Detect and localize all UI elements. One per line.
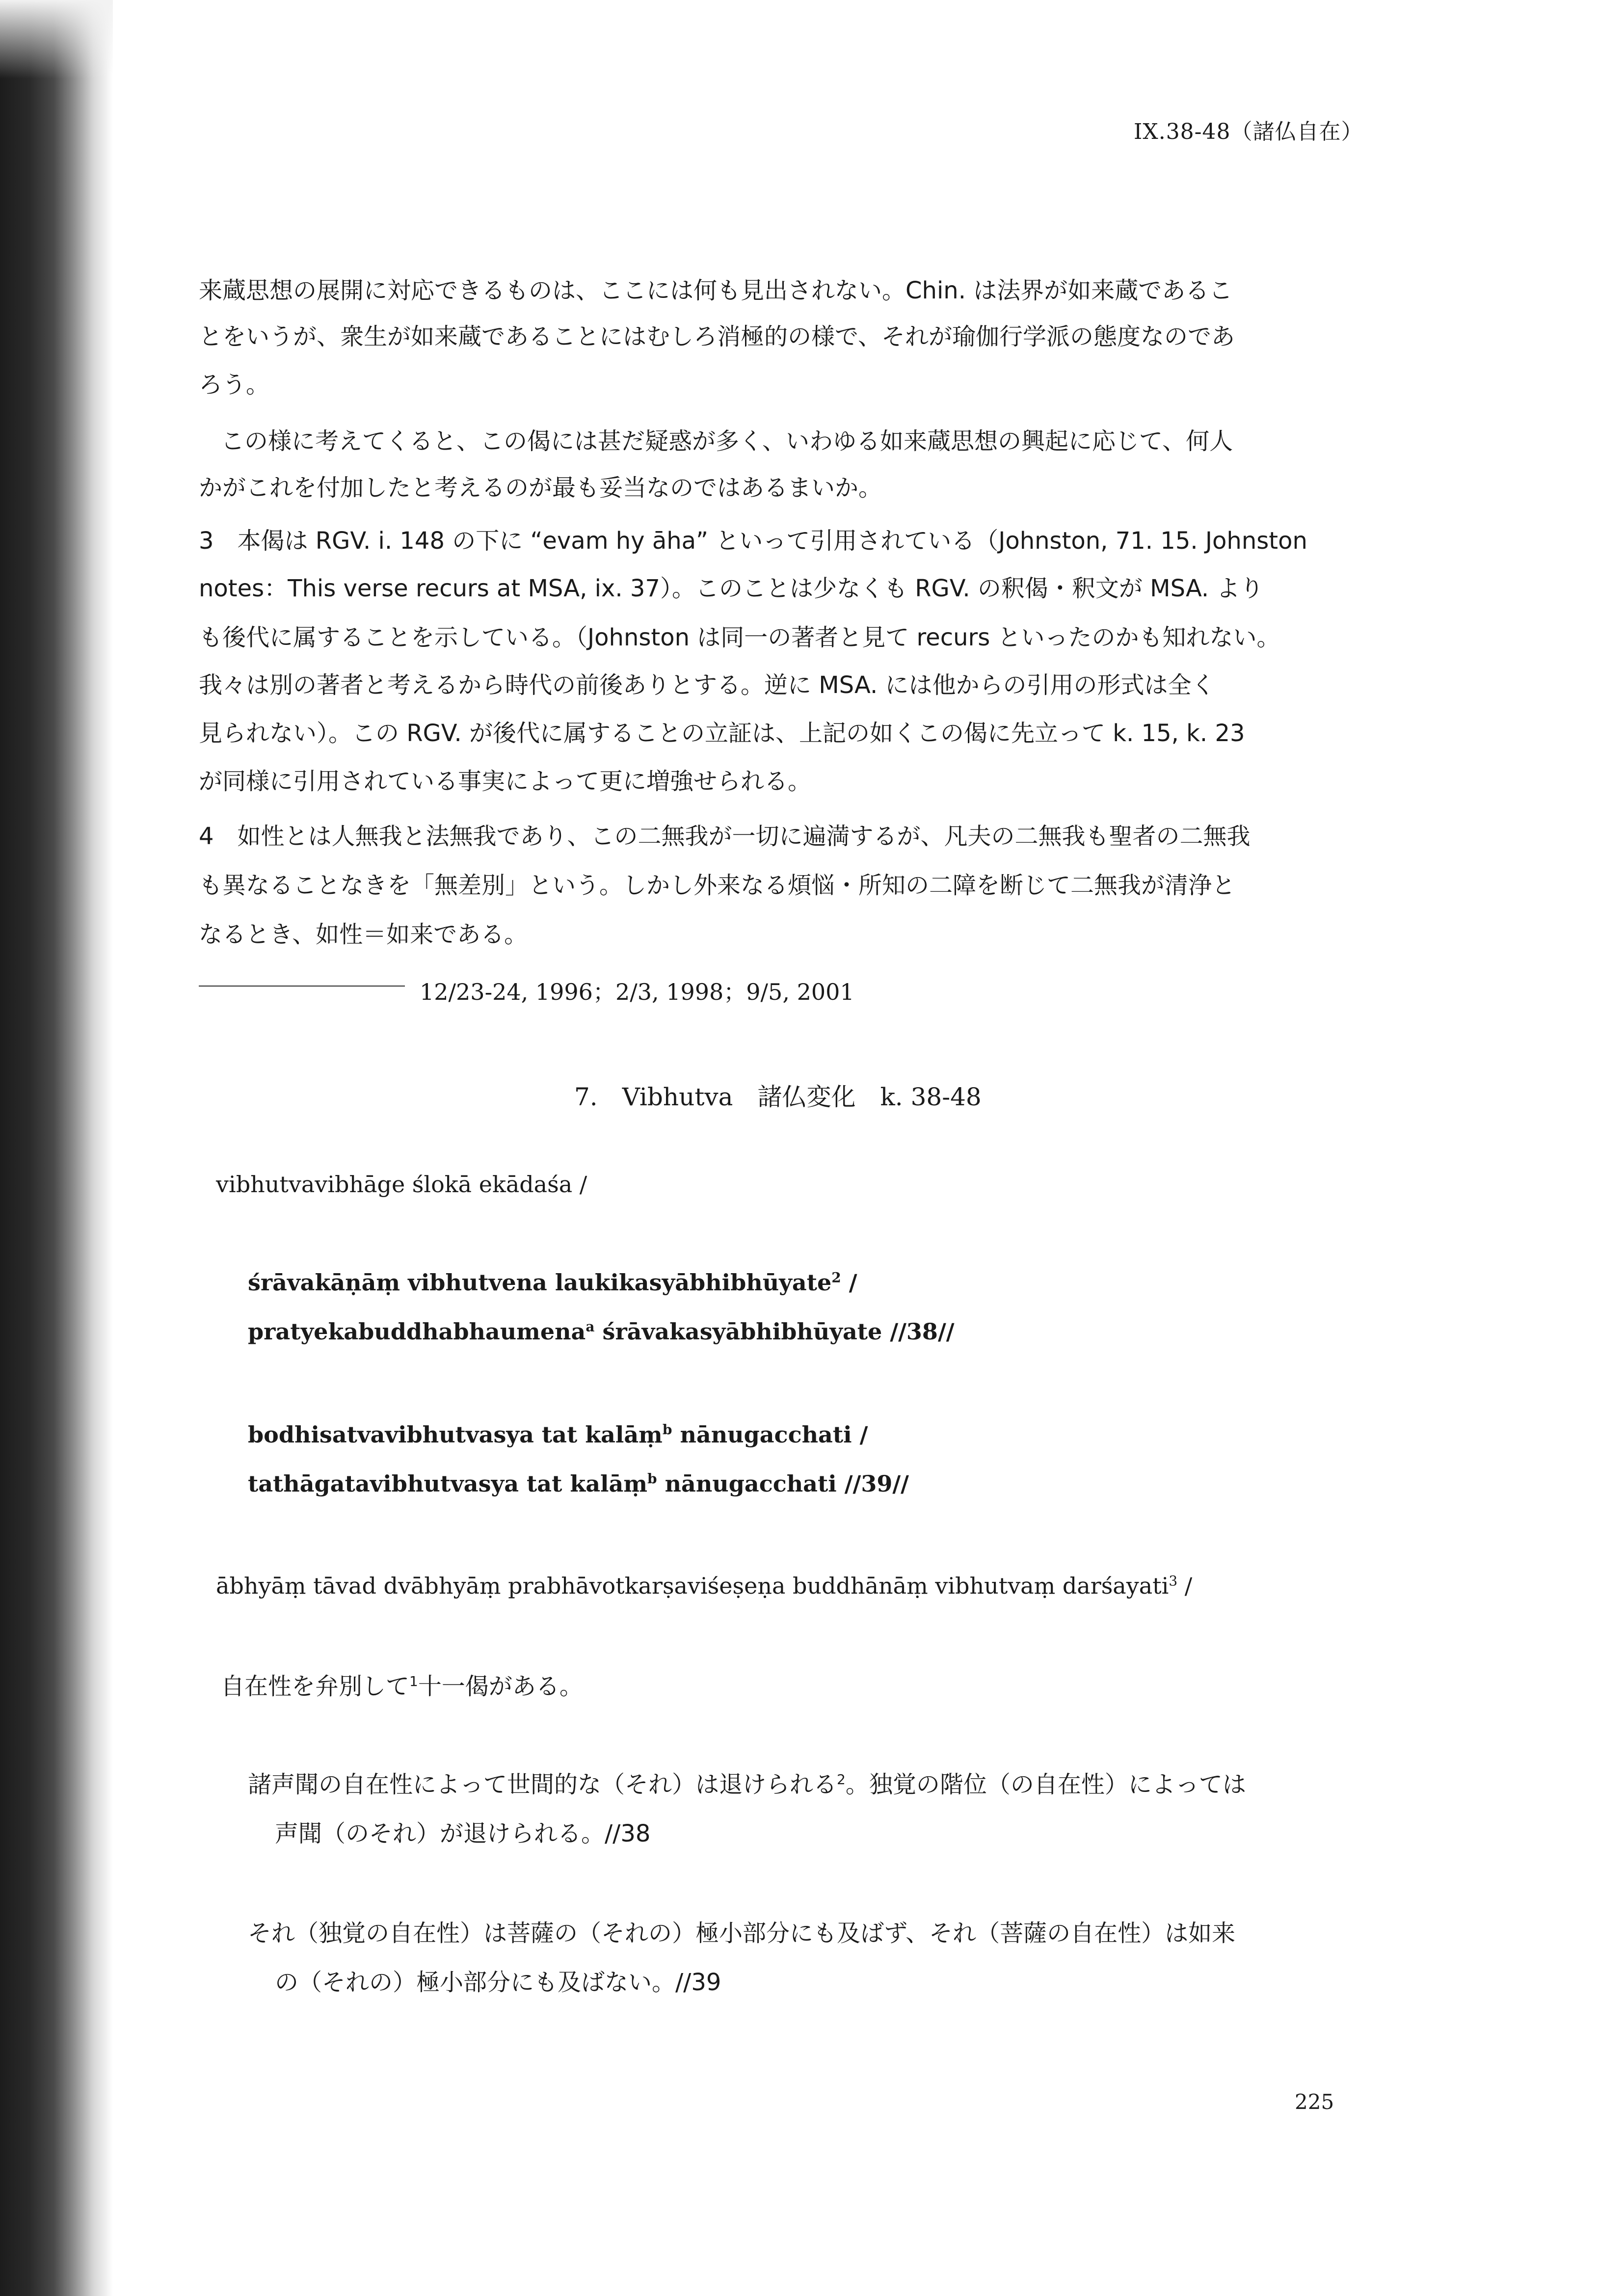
- scan-binding-shadow: [0, 0, 113, 2296]
- note4-line3: なるとき、如性＝如来である。: [199, 921, 528, 948]
- sanskrit-intro: vibhutvavibhāge ślokā ekādaśa /: [216, 1171, 587, 1198]
- translation-39-line2: の（それの）極小部分にも及ばない。//39: [275, 1969, 721, 1996]
- translation-intro-rest: 十一偈がある。: [418, 1673, 583, 1700]
- verse-38a-text: śrāvakāṇāṃ vibhutvena laukikasyābhibhūyate: [248, 1269, 832, 1296]
- note3-line4: 我々は別の著者と考えるから時代の前後ありとする。逆に MSA. には他からの引用の形式は全く: [199, 671, 1215, 699]
- verse-39-line2: [248, 1472, 909, 1495]
- footnote-ref: b: [662, 1421, 672, 1438]
- scan-top-fade: [0, 0, 113, 79]
- note3-line5: 見られない）。この RGV. が後代に属することの立証は、上記の如くこの偈に先立って k. 15, k. 23: [199, 720, 1245, 747]
- note4-line2: も異なることなきを「無差別」という。しかし外来なる煩悩・所知の二障を断じて二無我が清浄と: [199, 872, 1236, 899]
- verse-39-line1: [248, 1423, 868, 1446]
- footnote-ref: a: [586, 1318, 595, 1335]
- running-header: IX.38-48（諸仏自在）: [1134, 119, 1363, 144]
- footnote-ref: 3: [1169, 1573, 1178, 1589]
- translation-38-text: 諸声聞の自在性によって世間的な（それ）は退けられる: [248, 1771, 837, 1798]
- commentary-p1-line1: 来蔵思想の展開に対応できるものは、ここには何も見出されない。Chin. は法界が如来蔵であるこ: [199, 277, 1233, 304]
- note4-line1: 4 如性とは人無我と法無我であり、この二無我が一切に遍満するが、凡夫の二無我も聖者の二無我: [199, 823, 1251, 850]
- footnote-ref: b: [647, 1470, 657, 1487]
- note3-line2: notes：This verse recurs at MSA, ix. 37）。このことは少なくも RGV. の釈偈・釈文が MSA. より: [199, 575, 1264, 602]
- note3-line1: 3 本偈は RGV. i. 148 の下に “evam hy āha” といって引用されている（Johnston, 71. 15. Johnston: [199, 527, 1307, 555]
- verse-38-line2: [248, 1320, 955, 1343]
- sanskrit-comment-end: /: [1177, 1573, 1193, 1599]
- verse-38-line1: [248, 1271, 857, 1294]
- page-number: 225: [1295, 2090, 1334, 2114]
- sanskrit-comment: [216, 1575, 1192, 1597]
- note3-line3: も後代に属することを示している。（Johnston は同一の著者と見て recurs といったのかも知れない。: [199, 624, 1280, 651]
- translation-39-line1: それ（独覚の自在性）は菩薩の（それの）極小部分にも及ばず、それ（菩薩の自在性）は如来: [248, 1920, 1236, 1947]
- commentary-p1-line2: とをいうが、衆生が如来蔵であることにはむしろ消極的の様で、それが瑜伽行学派の態度なのであ: [199, 323, 1235, 350]
- section-title: 7. Vibhutva 諸仏変化 k. 38-48: [574, 1083, 982, 1111]
- commentary-p2-line2: かがこれを付加したと考えるのが最も妥当なのではあるまいか。: [199, 474, 882, 502]
- verse-39a-rest: nānugacchati /: [672, 1421, 868, 1448]
- translation-38-rest: 。独覚の階位（の自在性）によっては: [845, 1771, 1246, 1798]
- verse-38b-text: pratyekabuddhabhaumena: [248, 1318, 586, 1345]
- translation-intro: [221, 1675, 583, 1698]
- verse-39b-text: tathāgatavibhutvasya tat kalāṃ: [248, 1470, 648, 1497]
- translation-38-line1: [248, 1773, 1246, 1796]
- date-rule: [199, 986, 405, 987]
- verse-39a-text: bodhisatvavibhutvasya tat kalāṃ: [248, 1421, 663, 1448]
- commentary-p1-line3: ろう。: [199, 371, 270, 399]
- revision-dates: 12/23-24, 1996；2/3, 1998；9/5, 2001: [420, 979, 854, 1005]
- verse-38a-end: /: [841, 1269, 857, 1296]
- verse-38b-rest: śrāvakasyābhibhūyate //38//: [594, 1318, 955, 1345]
- note3-line6: が同様に引用されている事実によって更に増強せられる。: [199, 768, 812, 795]
- translation-38-line2: 声聞（のそれ）が退けられる。//38: [275, 1820, 651, 1847]
- commentary-p2-line1: この様に考えてくると、この偈には甚だ疑惑が多く、いわゆる如来蔵思想の興起に応じて、何人: [221, 427, 1233, 455]
- footnote-ref: 2: [837, 1771, 846, 1788]
- footnote-ref: 1: [409, 1673, 418, 1689]
- footnote-ref: 2: [831, 1269, 841, 1286]
- translation-intro-text: 自在性を弁別して: [221, 1673, 410, 1700]
- sanskrit-comment-text: ābhyāṃ tāvad dvābhyāṃ prabhāvotkarṣaviśeṣeṇa buddhānāṃ vibhutvaṃ darśayati: [216, 1573, 1169, 1599]
- verse-39b-rest: nānugacchati //39//: [657, 1470, 909, 1497]
